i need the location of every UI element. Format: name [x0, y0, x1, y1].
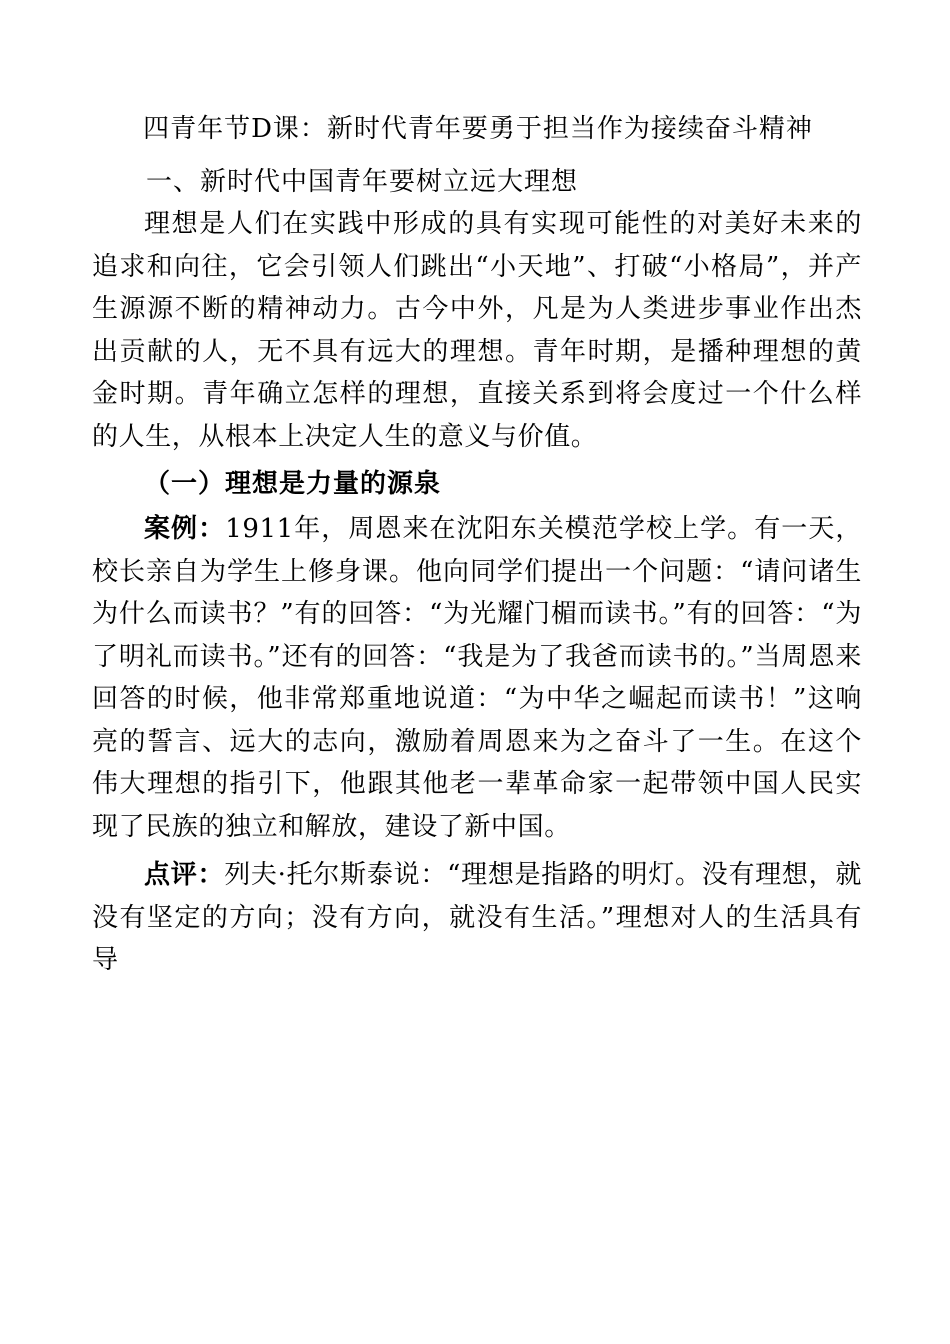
case-label: 案例： — [144, 514, 226, 544]
section-heading: 一、新时代中国青年要树立远大理想 — [146, 167, 579, 197]
case-paragraph — [92, 508, 862, 848]
subsection-heading: （一）理想是力量的源泉 — [144, 469, 442, 499]
case-text: 1911年，周恩来在沈阳东关模范学校上学。有一天，校长亲自为学生上修身课。他向同学们提出一个问题：“请问诸生为什么而读书？”有的回答：“为光耀门楣而读书。”有的回答：“为了明礼而读书。”还有的回答：“我是为了我爸而读书的。”当周恩来回答的时候，他非常郑重地说道：“为中华之崛起而读书！”这响亮的誓言、远大的志向，激励着周恩来为之奋斗了一生。在这个伟大理想的指引下，他跟其他老一辈革命家一起带领中国人民实现了民族的独立和解放，建设了新中国。 — [92, 514, 862, 842]
comment-text: 列夫·托尔斯泰说：“理想是指路的明灯。没有理想，就没有坚定的方向；没有方向，就没有生活。”理想对人的生活具有导 — [92, 860, 862, 975]
document-title: 四青年节D课：新时代青年要勇于担当作为接续奋斗精神 — [143, 114, 813, 144]
intro-paragraph: 理想是人们在实践中形成的具有实现可能性的对美好未来的追求和向往，它会引领人们跳出“小天地”、打破“小格局”，并产生源源不断的精神动力。古今中外，凡是为人类进步事业作出杰出贡献的人，无不具有远大的理想。青年时期，是播种理想的黄金时期。青年确立怎样的理想，直接关系到将会度过一个什么样的人生，从根本上决定人生的意义与价值。 — [92, 209, 862, 452]
comment-label: 点评： — [144, 860, 225, 890]
comment-paragraph — [92, 854, 862, 982]
